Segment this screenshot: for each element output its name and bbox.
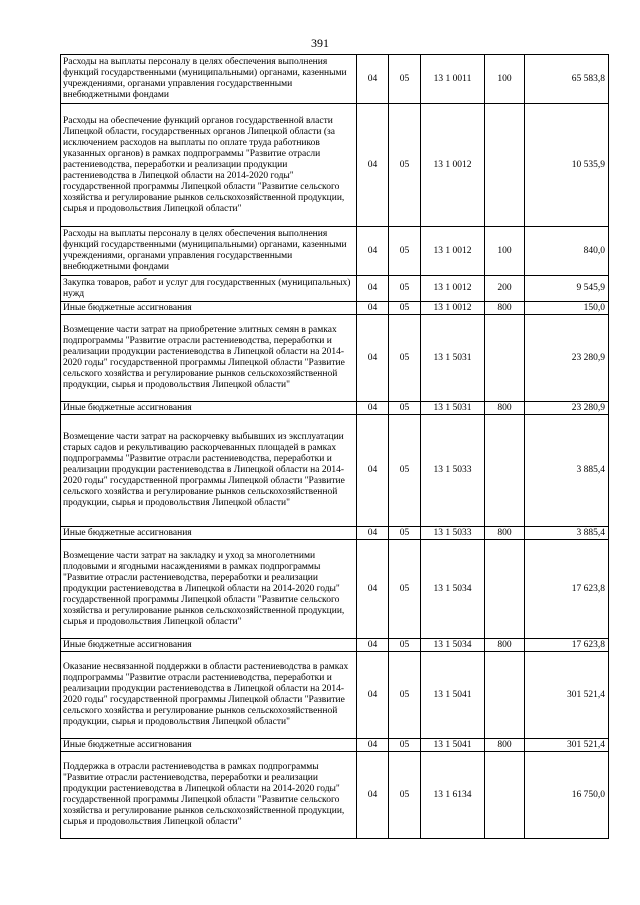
row-section: 04 [357,315,389,402]
table-row [61,104,609,227]
row-target: 13 1 6134 [421,752,485,839]
table-row [61,652,609,739]
row-target: 13 1 5041 [421,739,485,752]
row-type: 200 [485,276,525,302]
table-body [61,55,609,839]
row-amount: 9 545,9 [525,276,609,302]
row-target: 13 1 0011 [421,55,485,104]
row-subsection: 05 [389,752,421,839]
row-subsection: 05 [389,652,421,739]
row-section: 04 [357,55,389,104]
page-number: 391 [311,36,329,50]
row-type [485,752,525,839]
row-amount: 3 885,4 [525,527,609,540]
row-target: 13 1 0012 [421,276,485,302]
row-section: 04 [357,752,389,839]
row-amount: 840,0 [525,227,609,276]
row-target: 13 1 5031 [421,315,485,402]
table-row [61,227,609,276]
row-section: 04 [357,104,389,227]
row-section: 04 [357,540,389,639]
row-type [485,540,525,639]
row-subsection: 05 [389,639,421,652]
row-subsection: 05 [389,540,421,639]
table-row [61,639,609,652]
row-description: Расходы на выплаты персоналу в целях обеспечения выполнения функций государственными (муниципальными) органами, казенными учреждениями, органами управления государственными внебюджетными фондами [61,227,357,276]
row-amount: 23 280,9 [525,402,609,415]
row-description: Иные бюджетные ассигнования [61,739,357,752]
row-subsection: 05 [389,415,421,527]
table-row [61,302,609,315]
row-section: 04 [357,652,389,739]
row-type: 100 [485,55,525,104]
row-target: 13 1 5034 [421,540,485,639]
row-type [485,104,525,227]
table-row [61,402,609,415]
row-type [485,415,525,527]
row-subsection: 05 [389,527,421,540]
row-subsection: 05 [389,739,421,752]
row-subsection: 05 [389,55,421,104]
row-target: 13 1 5033 [421,415,485,527]
row-type: 800 [485,639,525,652]
row-target: 13 1 5031 [421,402,485,415]
row-description: Расходы на выплаты персоналу в целях обеспечения выполнения функций государственными (муниципальными) органами, казенными учреждениями, органами управления государственными внебюджетными фондами [61,55,357,104]
row-target: 13 1 5034 [421,639,485,652]
row-section: 04 [357,639,389,652]
row-section: 04 [357,302,389,315]
row-section: 04 [357,415,389,527]
budget-table [60,54,609,839]
row-amount: 150,0 [525,302,609,315]
row-subsection: 05 [389,227,421,276]
row-type [485,315,525,402]
row-section: 04 [357,402,389,415]
row-section: 04 [357,739,389,752]
table-row [61,752,609,839]
row-description: Возмещение части затрат на закладку и уход за многолетними плодовыми и ягодными насаждениями в рамках подпрограммы "Развитие отрасли растениеводства, переработки и реализации продукции растениеводства в Липецкой области на 2014-2020 годы" государственной программы Липецкой области "Развитие сельского хозяйства и регулирование рынков сельскохозяйственной продукции, сырья и продовольствия Липецкой области" [61,540,357,639]
row-description: Иные бюджетные ассигнования [61,639,357,652]
row-amount: 17 623,8 [525,639,609,652]
row-description: Иные бюджетные ассигнования [61,527,357,540]
row-amount: 10 535,9 [525,104,609,227]
row-type: 800 [485,739,525,752]
table-row [61,540,609,639]
row-type [485,652,525,739]
row-type: 800 [485,302,525,315]
row-section: 04 [357,227,389,276]
row-target: 13 1 5041 [421,652,485,739]
row-subsection: 05 [389,302,421,315]
row-description: Поддержка в отрасли растениеводства в рамках подпрограммы "Развитие отрасли растениеводства, переработки и реализации продукции растениеводства в Липецкой области на 2014-2020 годы" государственной программы Липецкой области "Развитие сельского хозяйства и регулирование рынков сельскохозяйственной продукции, сырья и продовольствия Липецкой области" [61,752,357,839]
row-section: 04 [357,276,389,302]
table-row [61,276,609,302]
table-row [61,527,609,540]
row-description: Закупка товаров, работ и услуг для государственных (муниципальных) нужд [61,276,357,302]
row-amount: 23 280,9 [525,315,609,402]
row-description: Иные бюджетные ассигнования [61,302,357,315]
row-target: 13 1 0012 [421,227,485,276]
row-target: 13 1 0012 [421,104,485,227]
table-row [61,315,609,402]
row-amount: 3 885,4 [525,415,609,527]
table-row [61,415,609,527]
row-subsection: 05 [389,402,421,415]
row-type: 800 [485,402,525,415]
row-subsection: 05 [389,104,421,227]
row-target: 13 1 5033 [421,527,485,540]
table-row [61,739,609,752]
row-target: 13 1 0012 [421,302,485,315]
row-amount: 301 521,4 [525,739,609,752]
row-description: Иные бюджетные ассигнования [61,402,357,415]
row-amount: 65 583,8 [525,55,609,104]
row-description: Расходы на обеспечение функций органов государственной власти Липецкой области, государственных органов Липецкой области (за исключением расходов на выплаты по оплате труда работников указанных органов) в рамках подпрограммы "Развитие отрасли растениеводства, переработки и реализации продукции растениеводства в Липецкой области на 2014-2020 годы" государственной программы Липецкой области "Развитие сельского хозяйства и регулирование рынков сельскохозяйственной продукции, сырья и продовольствия Липецкой области" [61,104,357,227]
row-subsection: 05 [389,315,421,402]
row-description: Возмещение части затрат на раскорчевку выбывших из эксплуатации старых садов и рекультивацию раскорчеванных площадей в рамках подпрограммы "Развитие отрасли растениеводства, переработки и реализации продукции растениеводства в Липецкой области на 2014-2020 годы" государственной программы Липецкой области "Развитие сельского хозяйства и регулирование рынков сельскохозяйственной продукции, сырья и продовольствия Липецкой области" [61,415,357,527]
row-type: 800 [485,527,525,540]
row-amount: 16 750,0 [525,752,609,839]
row-subsection: 05 [389,276,421,302]
row-description: Возмещение части затрат на приобретение элитных семян в рамках подпрограммы "Развитие отрасли растениеводства, переработки и реализации продукции растениеводства в Липецкой области на 2014-2020 годы" государственной программы Липецкой области "Развитие сельского хозяйства и регулирование рынков сельскохозяйственной продукции, сырья и продовольствия Липецкой области" [61,315,357,402]
table-row [61,55,609,104]
row-type: 100 [485,227,525,276]
row-amount: 301 521,4 [525,652,609,739]
row-section: 04 [357,527,389,540]
row-amount: 17 623,8 [525,540,609,639]
row-description: Оказание несвязанной поддержки в области растениеводства в рамках подпрограммы "Развитие отрасли растениеводства, переработки и реализации продукции растениеводства в Липецкой области на 2014-2020 годы" государственной программы Липецкой области "Развитие сельского хозяйства и регулирование рынков сельскохозяйственной продукции, сырья и продовольствия Липецкой области" [61,652,357,739]
